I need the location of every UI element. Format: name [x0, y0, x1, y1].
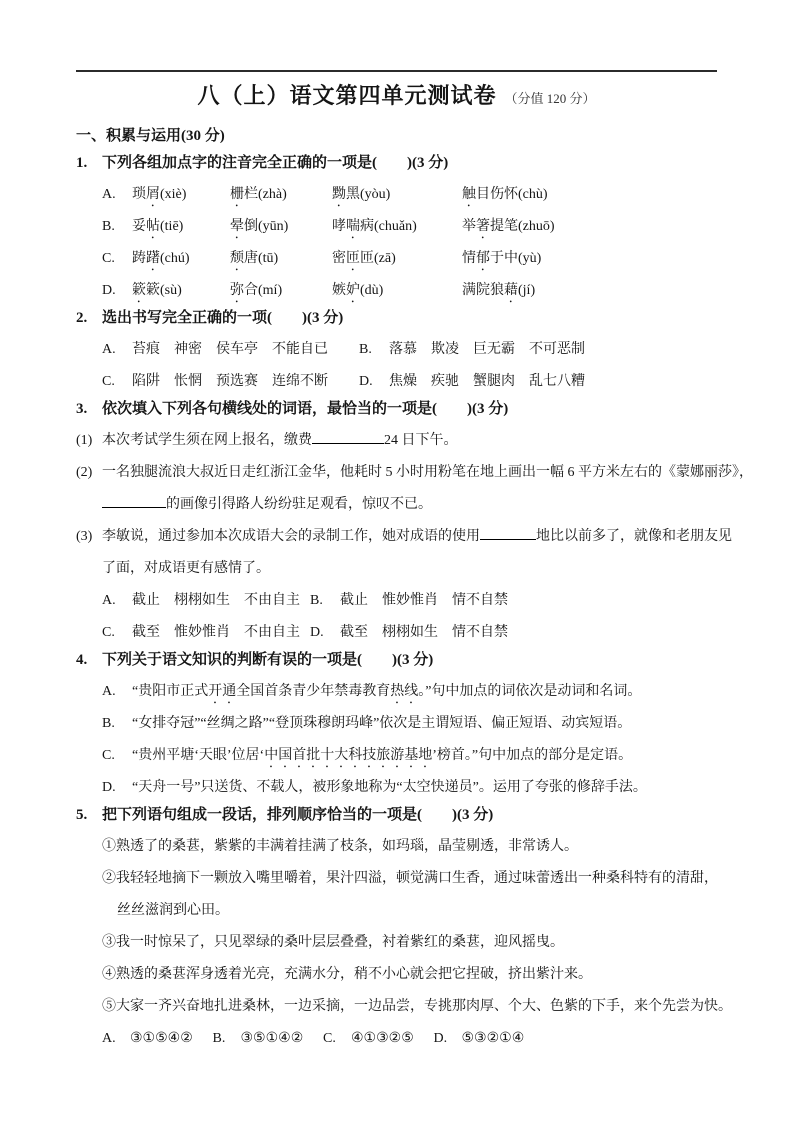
word-with-pinyin — [132, 179, 230, 211]
fill-in-blank — [480, 525, 536, 540]
option-label: C. — [102, 374, 115, 389]
emphasized-text: 躇 — [146, 251, 160, 266]
plain-text: 满院狼 — [462, 283, 504, 298]
question-3 — [76, 393, 753, 649]
question-1-stem — [76, 147, 717, 179]
plain-text: 簌(sù) — [146, 283, 182, 298]
option-label: B. — [102, 716, 115, 731]
plain-text: 唐(tū) — [244, 251, 279, 266]
option-text: 苔痕 神密 侯车亭 不能自已 — [132, 342, 328, 357]
plain-text: 情 — [462, 251, 476, 266]
emphasized-text: 箸 — [476, 219, 490, 234]
question-3-item-2-line-1 — [76, 457, 753, 489]
plain-text: 琐 — [132, 187, 146, 202]
word-with-pinyin — [332, 179, 462, 211]
sentence-text: 熟透了的桑葚，紫紫的丰满着挂满了枝条，如玛瑙，晶莹剔透，非常诱人。 — [116, 839, 578, 854]
question-5-option-b — [213, 1023, 320, 1055]
item-text: 一名独腿流浪大叔近日走红浙江金华，他耗时 5 小时用粉笔在地上画出一幅 6 平方米左右的《蒙娜丽莎》， — [102, 465, 753, 480]
plain-text: “贵州平塘‘天眼’位居‘ — [132, 748, 265, 763]
paper-title: 八（上）语文第四单元测试卷 — [197, 83, 497, 108]
item-text: 了面，对成语更有感情了。 — [102, 561, 270, 576]
word-with-pinyin — [332, 275, 462, 307]
paper-score-note: （分值 120 分） — [504, 91, 596, 106]
fill-in-blank — [102, 493, 166, 508]
option-label: C. — [102, 251, 115, 266]
emphasized-text: 藉 — [504, 283, 518, 298]
option-label: A. — [102, 593, 116, 608]
word-with-pinyin — [462, 211, 555, 243]
question-1-number: 1. — [76, 155, 88, 171]
circled-number: ⑤ — [102, 999, 116, 1014]
option-text: ④①③②⑤ — [351, 1031, 414, 1046]
title-line — [76, 72, 717, 120]
item-text: 本次考试学生须在网上报名，缴费 — [102, 433, 312, 448]
circled-number: ③ — [102, 935, 116, 950]
item-text: 24 日下午。 — [384, 433, 458, 448]
question-5-sentence-1 — [76, 831, 717, 863]
circled-number: ④ — [102, 967, 116, 982]
word-with-pinyin — [230, 211, 332, 243]
option-text: 截至 栩栩如生 情不自禁 — [340, 625, 508, 640]
option-label: A. — [102, 342, 116, 357]
question-1-option-b — [76, 211, 717, 243]
question-3-options-row-1 — [76, 585, 717, 617]
emphasized-text: 郁 — [476, 251, 490, 266]
plain-text: 全国首条青少年禁毒教育 — [236, 684, 391, 699]
option-text: 截至 惟妙惟肖 不由自主 — [132, 625, 300, 640]
item-label: (2) — [76, 465, 93, 480]
question-2-options-row-1 — [76, 334, 717, 366]
emphasized-text: 中国首批十大科技旅游基地 — [264, 748, 433, 763]
option-text: 截止 惟妙惟肖 情不自禁 — [340, 593, 508, 608]
question-5-number: 5. — [76, 807, 88, 823]
plain-text: (xiè) — [160, 187, 187, 202]
circled-number: ② — [102, 871, 116, 886]
question-3-item-2-line-2 — [76, 489, 717, 521]
word-with-pinyin — [230, 179, 332, 211]
option-text: 陷阱 怅惘 预选赛 连绵不断 — [132, 374, 328, 389]
emphasized-text: 开通 — [208, 684, 237, 699]
plain-text: 病(chuǎn) — [360, 219, 417, 234]
question-3-number: 3. — [76, 401, 88, 417]
circled-number: ① — [102, 839, 116, 854]
question-5-sentence-2-line-1 — [76, 863, 717, 895]
option-label: B. — [310, 593, 323, 608]
plain-text: 举 — [462, 219, 476, 234]
option-label: D. — [433, 1031, 448, 1046]
plain-text: “贵阳市正式 — [132, 684, 209, 699]
question-5-sentence-2-line-2 — [76, 895, 717, 927]
question-3-item-1 — [76, 425, 717, 457]
question-2 — [76, 302, 717, 398]
plain-text: 踌 — [132, 251, 146, 266]
item-label: (3) — [76, 529, 93, 544]
word-with-pinyin — [230, 243, 332, 275]
question-4-option-c — [76, 740, 717, 772]
word-with-pinyin — [332, 211, 462, 243]
plain-text: ’榜首。”句中加点的部分是定语。 — [432, 748, 633, 763]
question-3-stem-text: 依次填入下列各句横线处的词语，最恰当的一项是( )(3 分) — [102, 401, 509, 417]
option-label: D. — [310, 625, 324, 640]
plain-text: “女排夺冠”“丝绸之路”“登顶珠穆朗玛峰”依次是主谓短语、偏正短语、动宾短语。 — [132, 716, 632, 731]
question-3-item-3-line-1 — [76, 521, 732, 553]
question-3-stem — [76, 393, 717, 425]
fill-in-blank — [312, 429, 384, 444]
plain-text: (dù) — [360, 283, 384, 298]
word-with-pinyin — [462, 179, 548, 211]
option-label: A. — [102, 1031, 116, 1046]
item-text: 的画像引得路人纷纷驻足观看，惊叹不已。 — [166, 497, 432, 512]
question-5-stem-text: 把下列语句组成一段话，排列顺序恰当的一项是( )(3 分) — [102, 807, 494, 823]
emphasized-text: 晕 — [230, 219, 244, 234]
plain-text: 倒(yūn) — [244, 219, 289, 234]
emphasized-text: 热线 — [390, 684, 419, 699]
plain-text: “天舟一号”只送货、不载人，被形象地称为“太空快递员”。运用了夸张的修辞手法。 — [132, 780, 647, 795]
plain-text: 。”句中加点的词依次是动词和名词。 — [418, 684, 642, 699]
sentence-text: 大家一齐兴奋地扎进桑林，一边采摘，一边品尝，专挑那肉厚、个大、色紫的下手，来个先尝为快。 — [116, 999, 732, 1014]
emphasized-text: 簌 — [132, 283, 146, 298]
plain-text: 妥 — [132, 219, 146, 234]
option-label: D. — [102, 780, 116, 795]
option-label: C. — [102, 748, 115, 763]
option-text: 焦燥 疾驰 蟹腿肉 乱七八糟 — [389, 374, 585, 389]
question-5-option-d — [434, 1023, 541, 1055]
option-text: ③⑤①④② — [240, 1031, 304, 1046]
option-label: A. — [102, 187, 116, 202]
question-2-option-b — [359, 334, 585, 366]
sentence-text: 熟透的桑葚浑身透着光亮，充满水分，稍不小心就会把它捏破，挤出紫汁来。 — [116, 967, 592, 982]
question-5-answer-options — [76, 1023, 717, 1055]
option-text — [132, 748, 632, 763]
option-text — [132, 684, 641, 699]
question-2-stem-text: 选出书写完全正确的一项( )(3 分) — [102, 310, 344, 326]
option-text: 截止 栩栩如生 不由自主 — [132, 593, 300, 608]
question-5-sentence-3 — [76, 927, 717, 959]
option-text — [132, 780, 647, 795]
plain-text: (tiē) — [160, 219, 184, 234]
emphasized-text: 触 — [462, 187, 476, 202]
option-label: C. — [102, 625, 115, 640]
question-3-option-b — [310, 585, 508, 617]
question-4-option-b — [76, 708, 717, 740]
option-label: C. — [323, 1031, 336, 1046]
question-4 — [76, 644, 717, 804]
question-5-option-a — [102, 1023, 209, 1055]
emphasized-text: 弥 — [230, 283, 244, 298]
item-text: 地比以前多了，就像和老朋友见 — [536, 529, 732, 544]
plain-text: (jí) — [518, 283, 536, 298]
question-2-number: 2. — [76, 310, 88, 326]
sentence-text: 我一时惊呆了，只见翠绿的桑叶层层叠叠，衬着紫红的桑葚，迎风摇曳。 — [116, 935, 564, 950]
option-text — [132, 716, 631, 731]
plain-text: 合(mí) — [244, 283, 283, 298]
item-label: (1) — [76, 433, 93, 448]
emphasized-text: 喘 — [346, 219, 360, 234]
question-1 — [76, 147, 717, 307]
plain-text: 匝(zā) — [360, 251, 396, 266]
sentence-text: 我轻轻地摘下一颗放入嘴里嚼着，果汁四溢，顿觉满口生香，通过味蕾透出一种桑科特有的清甜， — [116, 871, 718, 886]
plain-text: 目伤怀(chù) — [476, 187, 548, 202]
option-text: ③①⑤④② — [130, 1031, 193, 1046]
emphasized-text: 栅 — [230, 187, 244, 202]
plain-text: 哮 — [332, 219, 346, 234]
word-with-pinyin — [132, 243, 230, 275]
section-heading: 一、积累与运用(30 分) — [76, 128, 225, 144]
plain-text: 提笔(zhuō) — [490, 219, 555, 234]
emphasized-text: 帖 — [146, 219, 160, 234]
option-label: B. — [212, 1031, 226, 1046]
plain-text: 黑(yòu) — [346, 187, 391, 202]
option-label: B. — [102, 219, 115, 234]
sentence-text: 丝丝滋润到心田。 — [117, 903, 229, 918]
question-2-option-a — [102, 334, 359, 366]
item-text: 李敏说，通过参加本次成语大会的录制工作，她对成语的使用 — [102, 529, 480, 544]
plain-text: (chú) — [160, 251, 190, 266]
word-with-pinyin — [462, 243, 541, 275]
word-with-pinyin — [332, 243, 462, 275]
question-3-option-a — [102, 585, 310, 617]
option-label: D. — [359, 374, 373, 389]
emphasized-text: 黝 — [332, 187, 346, 202]
question-5-sentence-4 — [76, 959, 717, 991]
question-5 — [76, 799, 732, 1055]
plain-text: 密 — [332, 251, 346, 266]
question-4-option-a — [76, 676, 717, 708]
option-label: D. — [102, 283, 116, 298]
question-3-item-3-line-2 — [76, 553, 717, 585]
question-4-stem — [76, 644, 717, 676]
question-4-number: 4. — [76, 652, 88, 668]
plain-text: 嫉 — [332, 283, 346, 298]
option-text: 落慕 欺凌 巨无霸 不可恶制 — [389, 342, 585, 357]
option-label: B. — [359, 342, 372, 357]
plain-text: 栏(zhà) — [244, 187, 287, 202]
question-1-stem-text: 下列各组加点字的注音完全正确的一项是( )(3 分) — [102, 155, 449, 171]
emphasized-text: 匝 — [346, 251, 360, 266]
word-with-pinyin — [462, 275, 535, 307]
option-text: ⑤③②①④ — [461, 1031, 525, 1046]
emphasized-text: 颓 — [230, 251, 244, 266]
question-4-stem-text: 下列关于语文知识的判断有误的一项是( )(3 分) — [102, 652, 434, 668]
question-5-option-c — [323, 1023, 430, 1055]
emphasized-text: 妒 — [346, 283, 360, 298]
question-5-sentence-5 — [76, 991, 732, 1023]
question-1-option-a — [76, 179, 717, 211]
question-1-option-c — [76, 243, 717, 275]
plain-text: 于中(yù) — [490, 251, 542, 266]
emphasized-text: 屑 — [146, 187, 160, 202]
word-with-pinyin — [132, 211, 230, 243]
option-label: A. — [102, 684, 116, 699]
